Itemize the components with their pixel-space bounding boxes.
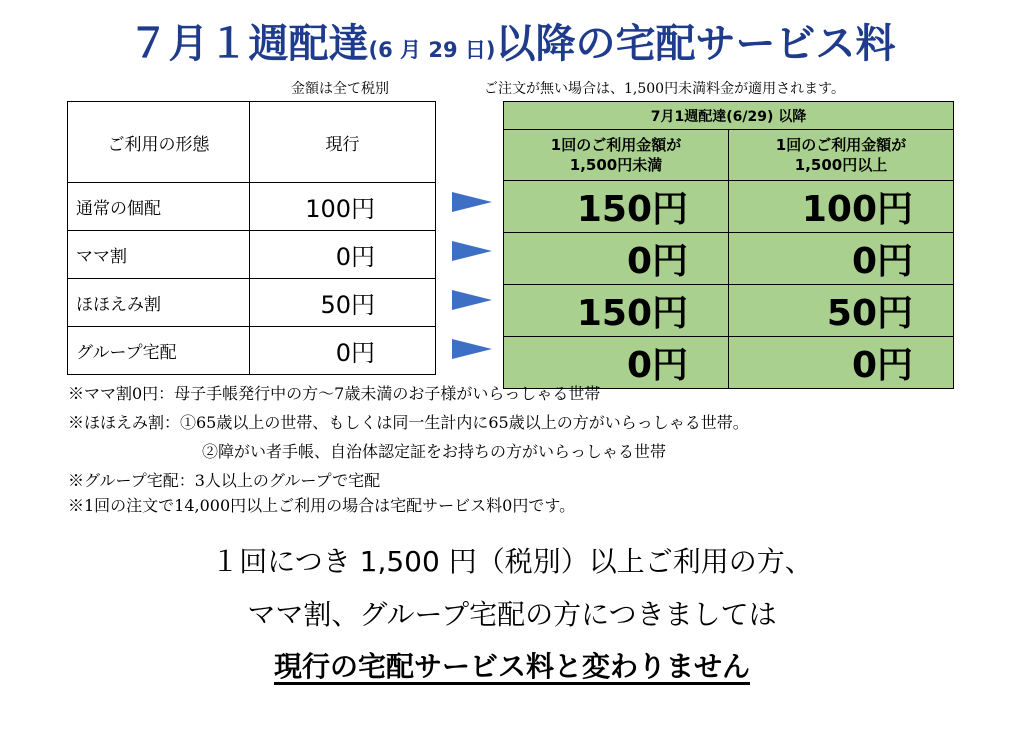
note-group-delivery: ※グループ宅配：3人以上のグループで宅配: [68, 471, 381, 490]
fee-under-1500: 150円: [504, 181, 729, 233]
current-fee: 0円: [250, 231, 436, 279]
header-under-1500: 1回のご利用金額が 1,500円未満: [504, 130, 729, 181]
fee-under-1500: 150円: [504, 285, 729, 337]
fee-over-1500: 0円: [729, 337, 954, 389]
current-fee: 0円: [250, 327, 436, 375]
usage-type: ママ割: [68, 231, 250, 279]
new-fee-header: 7月1週配達(6/29) 以降: [504, 102, 954, 130]
tax-note: 金額は全て税別: [291, 81, 389, 97]
message-line-3: 現行の宅配サービス料と変わりません: [273, 650, 750, 683]
page-title: ７月１週配達(6 月 29 日)以降の宅配サービス料: [128, 21, 896, 67]
usage-type: ほほえみ割: [68, 279, 250, 327]
header-usage-type: ご利用の形態: [68, 102, 250, 183]
usage-type: 通常の個配: [68, 183, 250, 231]
current-fee-table: [67, 101, 436, 375]
usage-type: グループ宅配: [68, 327, 250, 375]
message-line-2: ママ割、グループ宅配の方につきましては: [247, 598, 777, 631]
arrow-right-icon: [452, 192, 492, 212]
fee-over-1500: 50円: [729, 285, 954, 337]
arrow-right-icon: [452, 290, 492, 310]
note-free-over-14000: ※1回の注文で14,000円以上ご利用の場合は宅配サービス料0円です。: [68, 496, 576, 515]
note-mama-discount: ※ママ割0円：母子手帳発行中の方～7歳未満のお子様がいらっしゃる世帯: [68, 384, 601, 403]
note-hohoemi-discount: ※ほほえみ割：①65歳以上の世帯、もしくは同一生計内に65歳以上の方がいらっしゃる世帯。: [68, 413, 749, 432]
arrow-right-icon: [452, 241, 492, 261]
fee-under-1500: 0円: [504, 337, 729, 389]
arrow-right-icon: [452, 339, 492, 359]
fee-over-1500: 100円: [729, 181, 954, 233]
new-fee-table: [503, 101, 954, 389]
header-over-1500: 1回のご利用金額が 1,500円以上: [729, 130, 954, 181]
current-fee: 100円: [250, 183, 436, 231]
minimum-fee-note: ご注文が無い場合は、1,500円未満料金が適用されます。: [484, 81, 845, 97]
fee-over-1500: 0円: [729, 233, 954, 285]
fee-under-1500: 0円: [504, 233, 729, 285]
current-fee: 50円: [250, 279, 436, 327]
message-line-1: １回につき 1,500 円（税別）以上ご利用の方、: [211, 545, 813, 578]
note-hohoemi-discount-2: ②障がい者手帳、自治体認定証をお持ちの方がいらっしゃる世帯: [202, 442, 667, 461]
header-current: 現行: [250, 102, 436, 183]
